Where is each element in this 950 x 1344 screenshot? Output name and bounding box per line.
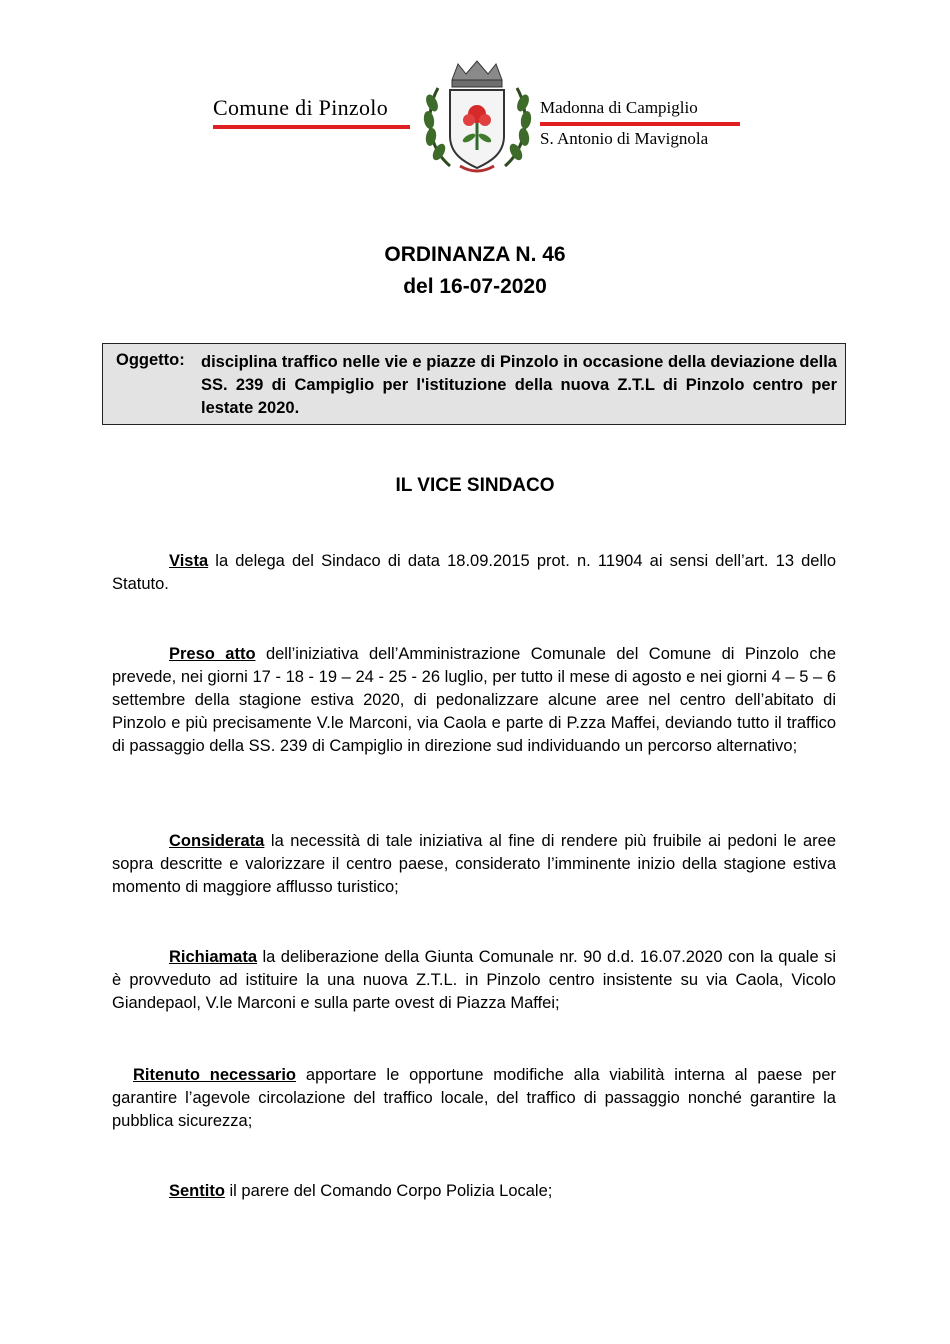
locality-1: Madonna di Campiglio [540, 98, 698, 117]
paragraph-text: apportare le opportune modifiche alla viabilità interna al paese per garantire l’agevole circolazione del traffico locale, del traffico di passaggio nonché garantire la pubblica sicurezza; [112, 1066, 836, 1130]
subject-box [102, 343, 846, 425]
subject-text: disciplina traffico nelle vie e piazze di Pinzolo in occasione della deviazione della SS. 239 di Campiglio per l'istituzione della nuova Z.T.L di Pinzolo centro per lestate 2020. [201, 353, 837, 417]
paragraph-text: la necessità di tale iniziativa al fine di rendere più fruibile ai pedoni le aree sopra descritte e valorizzare il centro paese, considerato l’imminente inizio della stagione estiva momento di maggiore afflusso turistico; [112, 832, 836, 896]
coat-of-arms-icon [420, 58, 535, 176]
authority-heading: IL VICE SINDACO [395, 475, 555, 496]
paragraph-text: dell’iniziativa dell’Amministrazione Comunale del Comune di Pinzolo che prevede, nei giorni 17 - 18 - 19 – 24 - 25 - 26 luglio, per tutto il mese di agosto e nei giorni 4 – 5 – 6 settembre della stagione estiva 2020, di pedonalizzare alcune aree nel centro dell’abitato di Pinzolo e più precisamente V.le Marconi, via Caola e parte di P.zza Maffei, deviando tutto il traffico di passaggio della SS. 239 di Campiglio in direzione sud individuando un percorso alternativo; [112, 645, 837, 755]
paragraph-preso-atto [112, 643, 836, 758]
letterhead-right [540, 98, 750, 149]
paragraph-keyword: Sentito [169, 1182, 225, 1200]
paragraph-keyword: Vista [169, 552, 209, 570]
paragraph-keyword: Preso atto [169, 645, 256, 663]
ordinance-number: ORDINANZA N. 46 [384, 243, 566, 266]
ordinance-date: del 16-07-2020 [403, 275, 547, 298]
paragraph-sentito [112, 1180, 836, 1203]
paragraph-considerata [112, 830, 836, 899]
paragraph-text: la delega del Sindaco di data 18.09.2015 prot. n. 11904 ai sensi dell’art. 13 dello Statuto. [112, 552, 836, 593]
paragraph-keyword: Richiamata [169, 948, 258, 966]
municipality-name: Comune di Pinzolo [213, 95, 388, 120]
subject-label: Oggetto: [116, 351, 185, 369]
paragraph-richiamata [112, 946, 836, 1015]
paragraph-keyword: Considerata [169, 832, 265, 850]
locality-2: S. Antonio di Mavignola [540, 129, 709, 148]
paragraph-text: la deliberazione della Giunta Comunale nr. 90 d.d. 16.07.2020 con la quale si è provveduto ad istituire la una nuova Z.T.L. in Pinzolo centro insistente su via Caola, Vicolo Giandepaol, V.le Marconi e sulla parte ovest di Piazza Maffei; [112, 948, 836, 1012]
paragraph-ritenuto [112, 1064, 836, 1133]
red-rule-left [213, 125, 410, 129]
red-rule-right [540, 122, 740, 126]
paragraph-vista [112, 550, 836, 596]
paragraph-keyword: Ritenuto necessario [133, 1066, 297, 1084]
letterhead-left [213, 95, 413, 129]
paragraph-text: il parere del Comando Corpo Polizia Locale; [224, 1182, 553, 1200]
